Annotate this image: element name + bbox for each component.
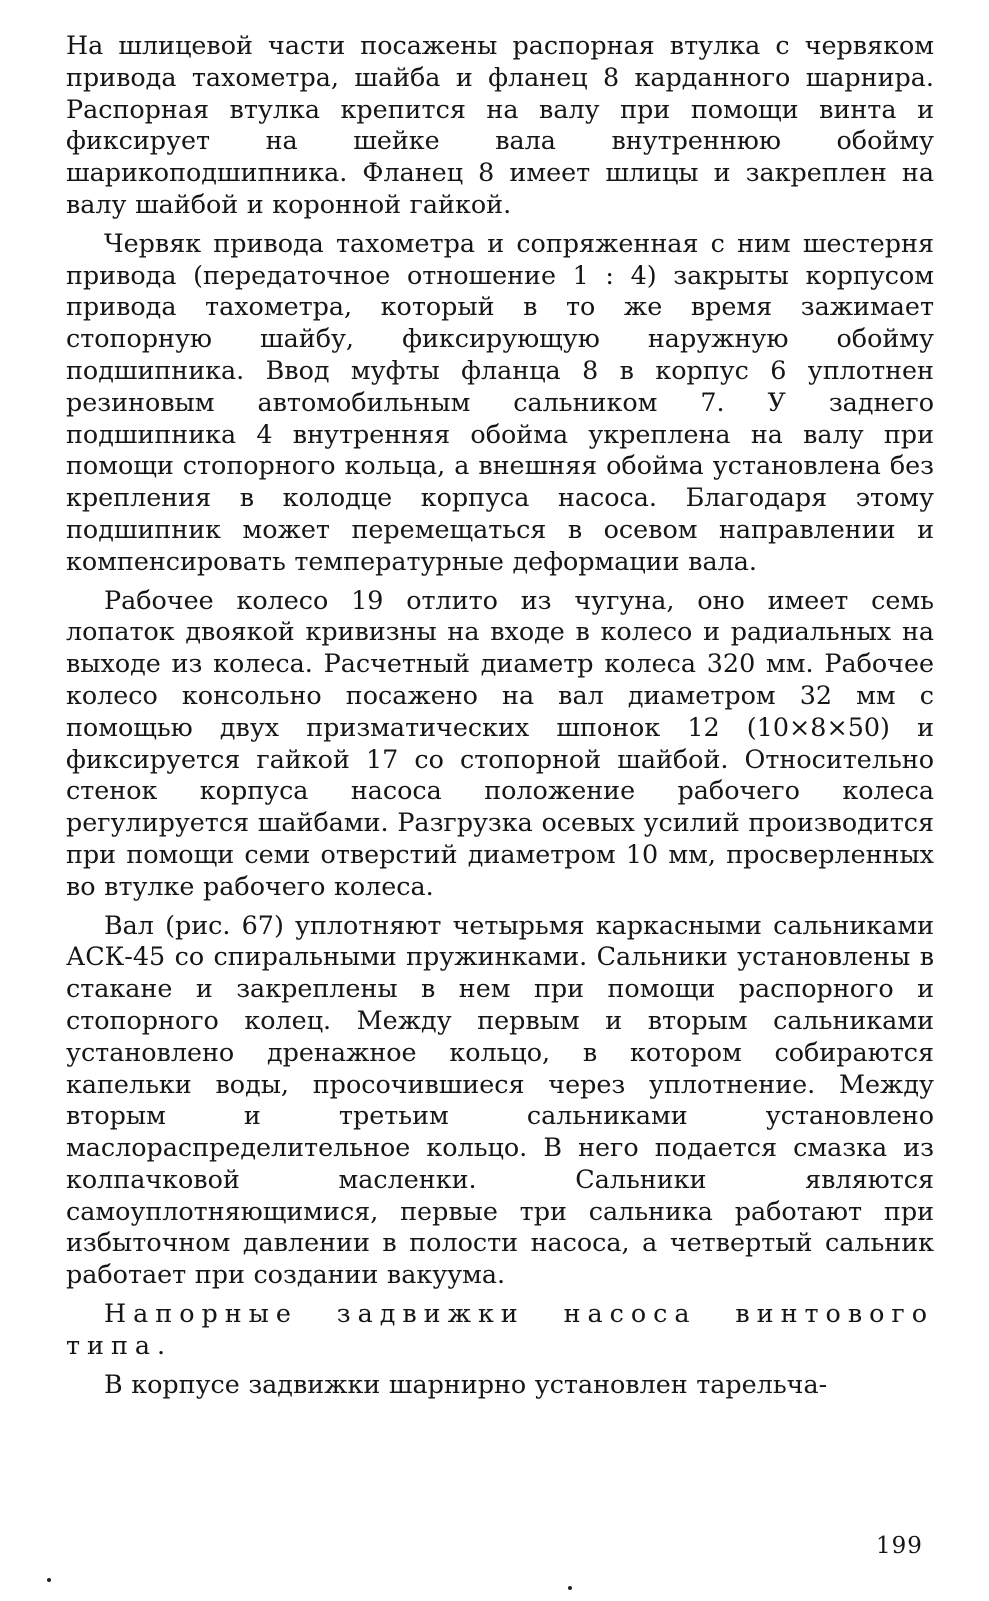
document-page: [66, 30, 934, 1400]
scan-speck: [47, 1578, 51, 1582]
paragraph-2: Червяк привода тахометра и сопряженная с ним шестерня привода (передаточное отношение 1 : 4) закрыты корпусом привода тахометра, который в то же время зажимает стопорную шайбу, фиксирующую наружную обойму подшипника. Ввод муфты фланца 8 в корпус 6 уплотнен резиновым автомобильным сальником 7. У заднего подшипника 4 внутренняя обойма укреплена на валу при помощи стопорного кольца, а внешняя обойма установлена без крепления в колодце корпуса насоса. Благодаря этому подшипник может перемещаться в осевом направлении и компенсировать температурные деформации вала.: [66, 227, 934, 576]
paragraph-3: Рабочее колесо 19 отлито из чугуна, оно имеет семь лопаток двоякой кривизны на входе в колесо и радиальных на выходе из колеса. Расчетный диаметр колеса 320 мм. Рабочее колесо консольно посажено на вал диаметром 32 мм с помощью двух призматических шпонок 12 (10×8×50) и фиксируется гайкой 17 со стопорной шайбой. Относительно стенок корпуса насоса положение рабочего колеса регулируется шайбами. Разгрузка осевых усилий производится при помощи семи отверстий диаметром 10 мм, просверленных во втулке рабочего колеса.: [66, 584, 934, 901]
scan-speck: [568, 1586, 572, 1590]
section-heading: Напорные задвижки насоса винтового типа.: [66, 1298, 934, 1360]
paragraph-5: В корпусе задвижки шарнирно установлен тарельча-: [104, 1368, 828, 1399]
page-number: 199: [876, 1533, 923, 1559]
paragraph-1: На шлицевой части посажены распорная втулка с червяком привода тахометра, шайба и фланец 8 карданного шарнира. Распорная втулка крепится на валу при помощи винта и фиксирует на шейке вала внутреннюю обойму шарикоподшипника. Фланец 8 имеет шлицы и закреплен на валу шайбой и коронной гайкой.: [66, 30, 934, 219]
paragraph-4: Вал (рис. 67) уплотняют четырьмя каркасными сальниками АСК-45 со спиральными пружинками. Сальники установлены в стакане и закреплены в нем при помощи распорного и стопорного колец. Между первым и вторым сальниками установлено дренажное кольцо, в котором собираются капельки воды, просочившиеся через уплотнение. Между вторым и третьим сальниками установлено маслораспределительное кольцо. В него подается смазка из колпачковой масленки. Сальники являются самоуплотняющимися, первые три сальника работают при избыточном давлении в полости насоса, а четвертый сальник работает при создании вакуума.: [66, 909, 934, 1290]
